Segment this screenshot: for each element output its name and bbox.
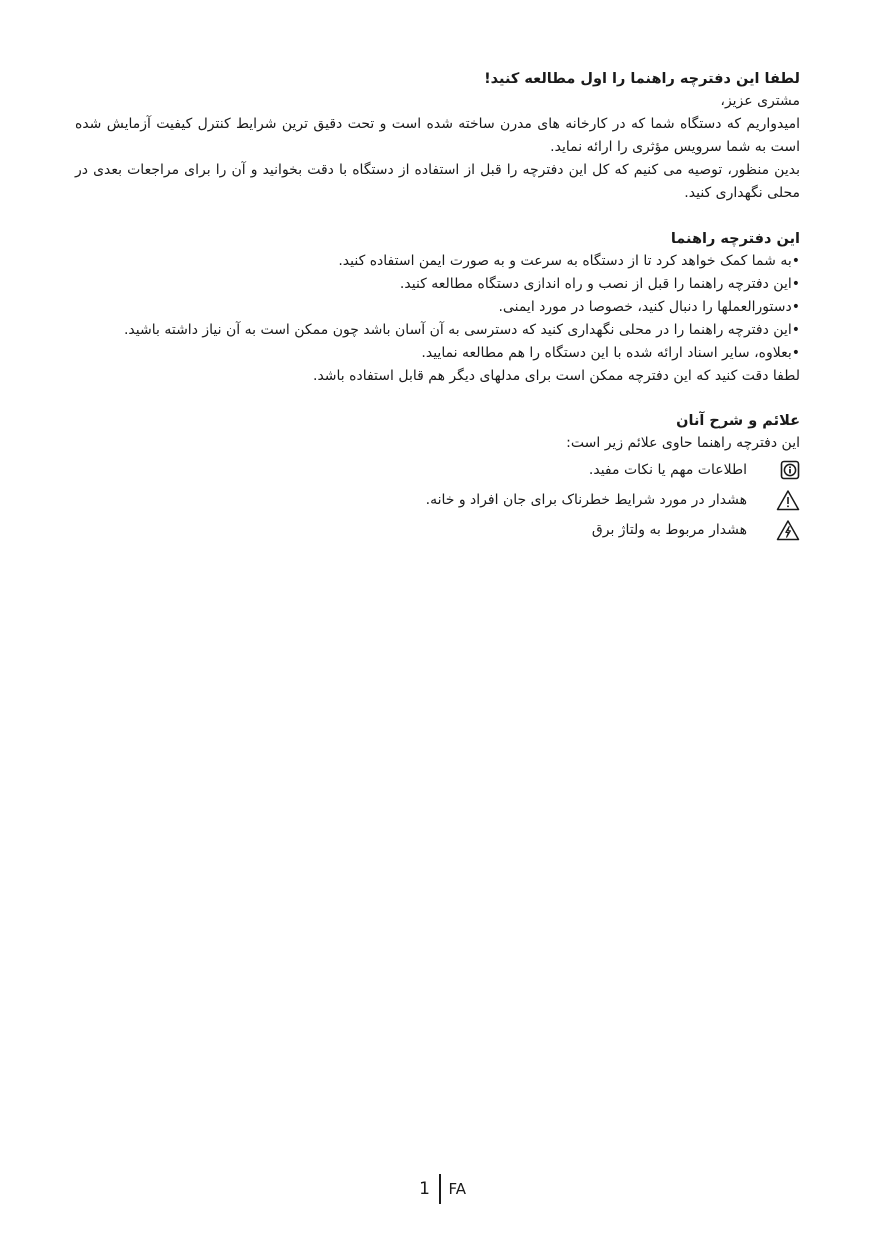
list-item: • این دفترچه راهنما را قبل از نصب و راه اندازی دستگاه مطالعه کنید. xyxy=(75,273,800,296)
symbol-row-warning xyxy=(75,485,800,515)
document-body xyxy=(75,68,800,545)
intro-paragraph-1: امیدواریم که دستگاه شما که در کارخانه های مدرن ساخته شده است و تحت دقیق ترین شرایط کنترل کیفیت آزمایش شده است به شما سرویس مؤثری را ارائه نماید. xyxy=(75,116,800,155)
manual-bullet-list xyxy=(75,250,800,365)
list-item: • بعلاوه، سایر اسناد ارائه شده با این دستگاه را هم مطالعه نمایید. xyxy=(75,342,800,365)
greeting: مشتری عزیز، xyxy=(720,93,800,109)
symbol-row-info xyxy=(75,455,800,485)
symbol-text-warning: هشدار در مورد شرایط خطرناک برای جان افراد و خانه. xyxy=(425,492,747,508)
manual-note: لطفا دقت کنید که این دفترچه ممکن است برای مدلهای دیگر هم قابل استفاده باشد. xyxy=(313,368,800,384)
page-number: 1 xyxy=(419,1179,430,1199)
symbol-text-electric: هشدار مربوط به ولتاژ برق xyxy=(591,522,747,538)
page-footer xyxy=(416,1174,466,1204)
symbol-text-info: اطلاعات مهم یا نکات مفید. xyxy=(588,462,747,478)
intro-paragraph-2: بدین منظور، توصیه می کنیم که کل این دفترچه را قبل از استفاده از دستگاه با دقت بخوانید و آن را برای مراجعات بعدی در محلی نگهداری کنید. xyxy=(75,162,800,201)
intro-title: لطفا این دفترچه راهنما را اول مطالعه کنید! xyxy=(484,71,800,87)
manual-title: این دفترچه راهنما xyxy=(670,231,800,247)
language-code: FA xyxy=(448,1180,467,1198)
warning-icon xyxy=(772,489,800,511)
symbols-intro: این دفترچه راهنما حاوی علائم زیر است: xyxy=(566,435,800,451)
footer-divider xyxy=(439,1174,441,1204)
symbol-row-electric xyxy=(75,515,800,545)
list-item: • این دفترچه راهنما را در محلی نگهداری کنید که دسترسی به آن آسان باشد چون ممکن است به آن نیاز داشته باشید. xyxy=(75,319,800,342)
info-icon xyxy=(772,460,800,480)
electric-warning-icon xyxy=(772,519,800,541)
list-item: • به شما کمک خواهد کرد تا از دستگاه به سرعت و به صورت ایمن استفاده کنید. xyxy=(75,250,800,273)
symbols-title: علائم و شرح آنان xyxy=(676,413,800,429)
list-item: • دستورالعملها را دنبال کنید، خصوصا در مورد ایمنی. xyxy=(75,296,800,319)
